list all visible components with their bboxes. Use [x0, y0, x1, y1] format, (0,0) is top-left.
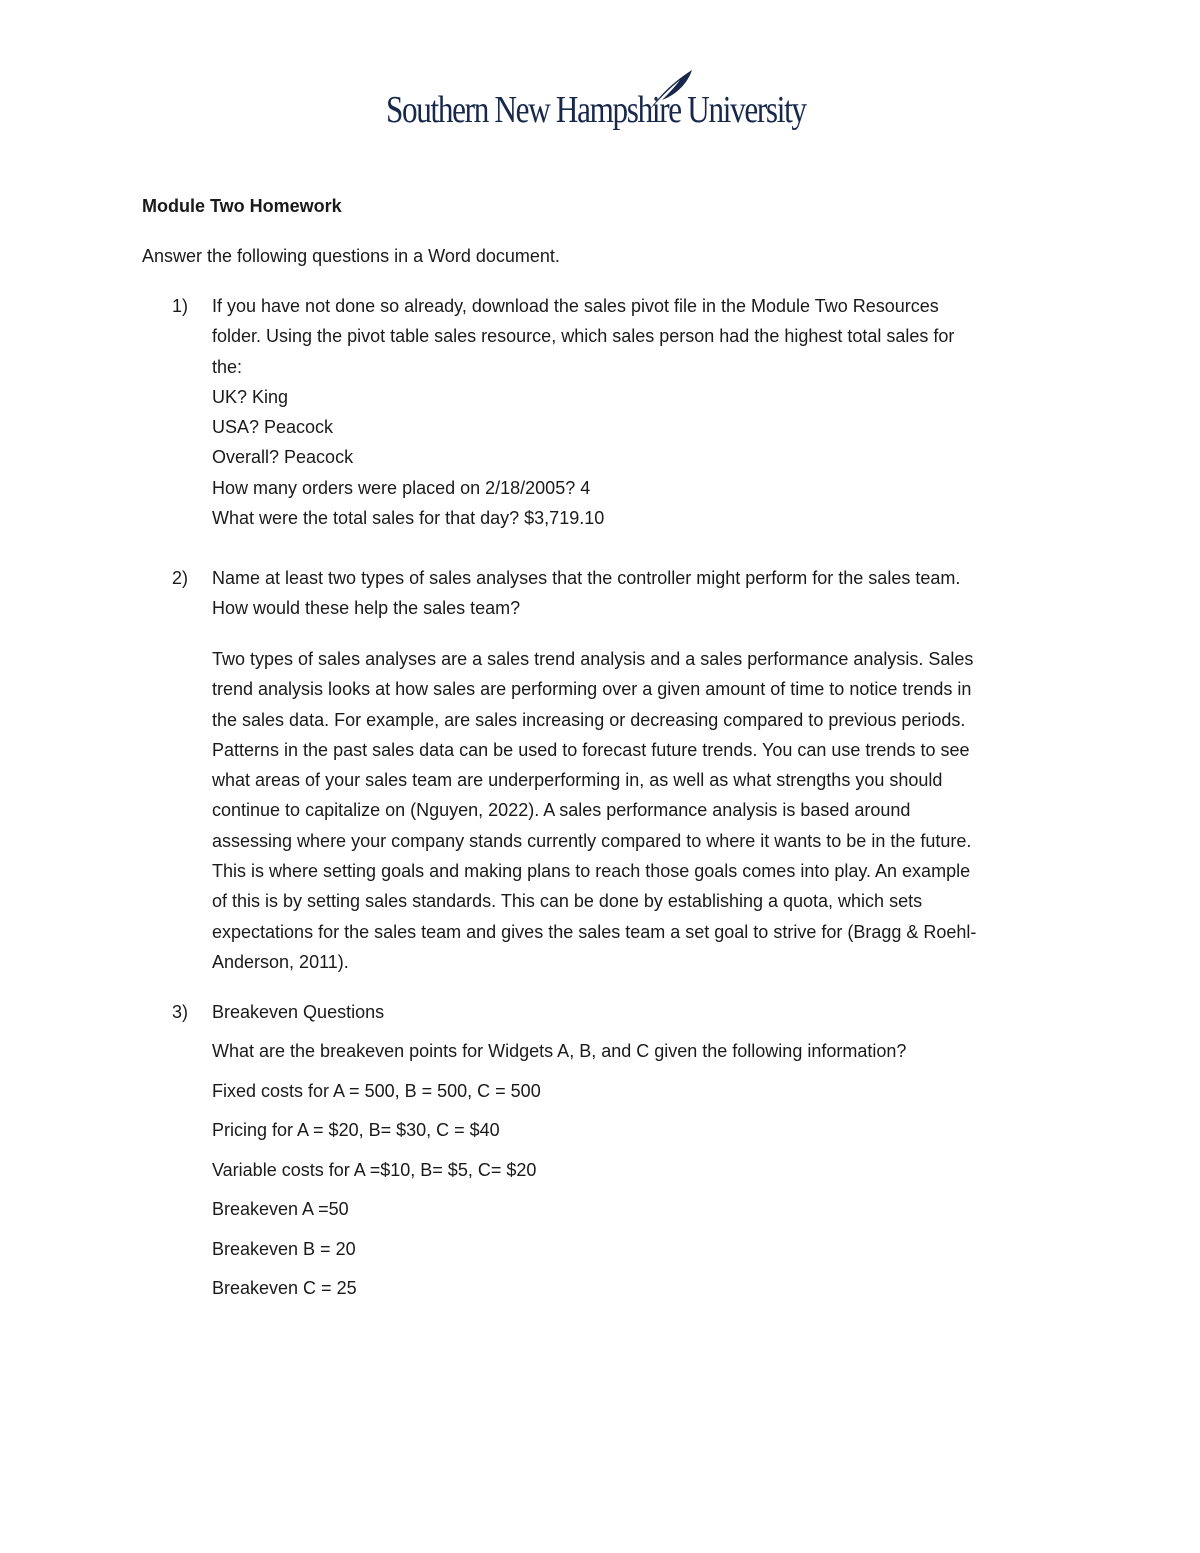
- answer-usa: USA? Peacock: [212, 417, 334, 438]
- question-2-answer: [212, 644, 1072, 977]
- question-2-line: Name at least two types of sales analyses that the controller might perform for the sales team.: [212, 568, 961, 588]
- answer-line: This is where setting goals and making plans to reach those goals comes into play. An example: [212, 861, 971, 882]
- answer-line: Two types of sales analyses are a sales trend analysis and a sales performance analysis. Sales: [212, 649, 974, 669]
- answer-line: assessing where your company stands currently compared to where it wants to be in the future.: [212, 830, 972, 851]
- answer-line: trend analysis looks at how sales are performing over a given amount of time to notice trends in: [212, 679, 972, 700]
- breakeven-a: Breakeven A =50: [212, 1199, 349, 1219]
- breakeven-c: Breakeven C = 25: [212, 1278, 357, 1298]
- question-3-prompt: What are the breakeven points for Widgets A, B, and C given the following information?: [212, 1041, 907, 1061]
- logo-wordmark: Southern New Hampshire University: [386, 89, 806, 131]
- answer-line: continue to capitalize on (Nguyen, 2022). A sales performance analysis is based around: [212, 800, 911, 821]
- instructions: Answer the following questions in a Word document.: [142, 246, 560, 266]
- variable-costs-line: Variable costs for A =$10, B= $5, C= $20: [212, 1160, 537, 1180]
- answer-line: Anderson, 2011).: [212, 951, 349, 972]
- answer-total-sales: What were the total sales for that day? $3,719.10: [212, 508, 605, 529]
- answer-line: of this is by setting sales standards. This can be done by establishing a quota, which sets: [212, 891, 923, 912]
- question-3-heading: Breakeven Questions: [212, 1002, 385, 1022]
- answer-line: Patterns in the past sales data can be used to forecast future trends. You can use trends to see: [212, 739, 970, 760]
- breakeven-b: Breakeven B = 20: [212, 1239, 356, 1259]
- document-title: Module Two Homework: [142, 196, 342, 216]
- question-1-line: folder. Using the pivot table sales resource, which sales person had the highest total sales for: [212, 326, 955, 347]
- fixed-costs-line: Fixed costs for A = 500, B = 500, C = 500: [212, 1081, 541, 1101]
- question-2-number: 2): [172, 568, 189, 588]
- question-3-number: 3): [172, 1002, 189, 1022]
- answer-overall: Overall? Peacock: [212, 447, 354, 468]
- question-1-line: If you have not done so already, download the sales pivot file in the Module Two Resources: [212, 296, 939, 316]
- question-2-line: How would these help the sales team?: [212, 598, 521, 619]
- answer-uk: UK? King: [212, 386, 289, 407]
- question-1-line: the:: [212, 356, 243, 377]
- answer-line: the sales data. For example, are sales increasing or decreasing compared to previous periods.: [212, 709, 966, 730]
- answer-orders: How many orders were placed on 2/18/2005? 4: [212, 477, 591, 498]
- university-logo: [386, 68, 816, 140]
- question-2-body: [212, 563, 1072, 624]
- pricing-line: Pricing for A = $20, B= $30, C = $40: [212, 1120, 500, 1140]
- question-1-number: 1): [172, 296, 189, 316]
- question-1-body: [212, 291, 1072, 533]
- answer-line: expectations for the sales team and gives the sales team a set goal to strive for (Bragg & Roehl-: [212, 921, 977, 942]
- answer-line: what areas of your sales team are underperforming in, as well as what strengths you should: [212, 770, 943, 791]
